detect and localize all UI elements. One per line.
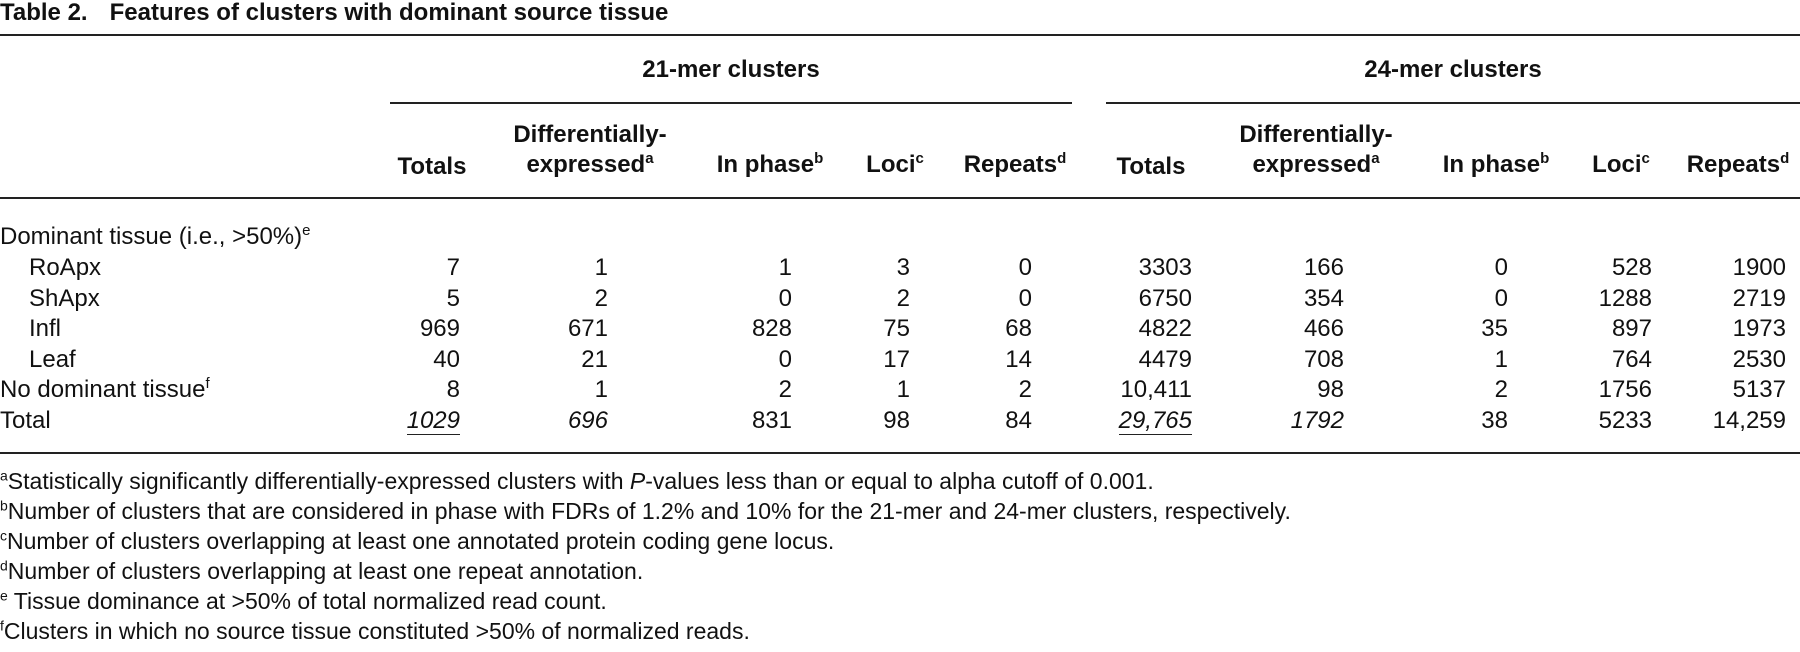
col-repeats-24: Repeats$^d$	[1686, 150, 1790, 178]
cell-inphase-21: 1	[778, 254, 792, 281]
cell-diff-21: 696	[567, 406, 608, 434]
cell-loci-24: 1756	[1598, 376, 1652, 403]
cell-inphase-21: 0	[778, 345, 792, 373]
cell-totals-21: 1029	[406, 406, 460, 434]
cell-diff-24: 166	[1303, 254, 1344, 281]
col-inphase-24: In phase$^b$	[1442, 150, 1550, 178]
col-diff-expressed-21: Differentially- expressed$^a$	[513, 121, 667, 178]
cell-repeats-21: 84	[1005, 406, 1032, 434]
bottom-rule	[0, 452, 1800, 454]
cell-totals-24: 10,411	[1120, 376, 1192, 403]
group-header-24mer: 24-mer clusters	[1364, 56, 1542, 83]
row-label: Leaf	[29, 345, 76, 373]
group-rule-21mer	[390, 102, 1072, 104]
group-rule-24mer	[1106, 102, 1800, 104]
cell-diff-21: 1	[594, 376, 608, 403]
footnote-d: $^d$Number of clusters overlapping at least one repeat annotation.	[0, 557, 644, 584]
cell-inphase-21: 831	[751, 406, 792, 434]
cell-totals-21: 7	[446, 254, 460, 281]
cell-loci-21: 1	[896, 376, 910, 403]
cell-inphase-21: 0	[778, 284, 792, 312]
top-rule	[0, 34, 1800, 36]
cell-repeats-21: 14	[1005, 345, 1032, 373]
header-rule	[0, 197, 1800, 199]
col-repeats-21: Repeats$^d$	[963, 150, 1067, 178]
cell-inphase-24: 0	[1494, 284, 1508, 312]
table-label: Table 2.	[0, 0, 88, 26]
col-loci-24: Loci$^c$	[1592, 150, 1650, 178]
cell-repeats-24: 5137	[1732, 376, 1786, 403]
cell-diff-24: 1792	[1290, 406, 1344, 434]
cell-repeats-21: 68	[1005, 315, 1032, 342]
cell-repeats-21: 2	[1018, 376, 1032, 403]
cell-diff-24: 466	[1303, 315, 1344, 342]
row-label: Total	[0, 406, 51, 434]
footnote-a: $^a$Statistically significantly differentially-expressed clusters with P-values less than or equal to alpha cutoff of 0.001.	[0, 467, 1154, 494]
col-inphase-21: In phase$^b$	[716, 150, 824, 178]
table-caption	[0, 0, 668, 26]
cell-inphase-21: 2	[778, 376, 792, 403]
footnote-e: $^e$ Tissue dominance at >50% of total normalized read count.	[0, 587, 607, 614]
footnote-b: $^b$Number of clusters that are considered in phase with FDRs of 1.2% and 10% for the 21-mer and 24-mer clusters, respectively.	[0, 497, 1291, 524]
cell-repeats-24: 2719	[1732, 284, 1786, 312]
group-header-21mer: 21-mer clusters	[642, 56, 820, 83]
col-loci-21: Loci$^c$	[866, 150, 924, 178]
row-label: No dominant tissue$^f$	[0, 375, 210, 403]
cell-diff-24: 708	[1303, 345, 1344, 373]
col-totals-21: Totals	[397, 153, 467, 180]
col-diff-expressed-24: Differentially- expressed$^a$	[1239, 121, 1393, 178]
cell-inphase-24: 38	[1481, 406, 1508, 434]
cell-totals-24: 4479	[1138, 345, 1192, 373]
cell-repeats-24: 14,259	[1712, 406, 1786, 434]
cell-repeats-21: 0	[1018, 284, 1032, 312]
row-label: Infl	[29, 315, 62, 342]
table-title: Features of clusters with dominant source tissue	[109, 0, 669, 26]
cell-inphase-24: 0	[1494, 254, 1508, 281]
row-label: RoApx	[29, 254, 102, 281]
cell-totals-24: 3303	[1138, 254, 1192, 281]
cell-inphase-24: 35	[1481, 315, 1508, 342]
cell-totals-21: 8	[446, 376, 460, 403]
cell-totals-21: 40	[433, 345, 460, 373]
cell-diff-21: 671	[567, 315, 608, 342]
cell-loci-24: 764	[1611, 345, 1652, 373]
cell-inphase-21: 828	[751, 315, 792, 342]
cell-totals-21: 5	[446, 284, 460, 312]
cell-loci-21: 75	[883, 315, 910, 342]
cell-totals-24: 4822	[1138, 315, 1192, 342]
cell-loci-21: 98	[883, 406, 910, 434]
col-totals-24: Totals	[1116, 153, 1186, 180]
cell-diff-24: 354	[1303, 284, 1344, 312]
section-label: Dominant tissue (i.e., >50%)$^e$	[0, 222, 311, 250]
footnote-c: $^c$Number of clusters overlapping at least one annotated protein coding gene locus.	[0, 527, 835, 554]
cell-diff-21: 1	[594, 254, 608, 281]
cell-loci-21: 3	[896, 254, 910, 281]
cell-repeats-24: 2530	[1732, 345, 1786, 373]
cell-loci-24: 5233	[1598, 406, 1652, 434]
cell-inphase-24: 2	[1494, 376, 1508, 403]
cell-diff-21: 2	[594, 284, 608, 312]
cell-totals-24: 29,765	[1118, 406, 1192, 434]
cell-diff-21: 21	[581, 345, 608, 373]
row-label: ShApx	[29, 284, 100, 312]
cell-totals-21: 969	[419, 315, 460, 342]
cell-totals-24: 6750	[1138, 284, 1192, 312]
footnote-f: $^f$Clusters in which no source tissue constituted >50% of normalized reads.	[0, 617, 750, 644]
cell-loci-21: 2	[896, 284, 910, 312]
cell-loci-24: 528	[1611, 254, 1652, 281]
cell-loci-21: 17	[883, 345, 910, 373]
cell-repeats-24: 1900	[1732, 254, 1786, 281]
cell-repeats-21: 0	[1018, 254, 1032, 281]
cell-loci-24: 1288	[1598, 284, 1652, 312]
cell-diff-24: 98	[1317, 376, 1344, 403]
cell-repeats-24: 1973	[1732, 315, 1786, 342]
cell-loci-24: 897	[1611, 315, 1652, 342]
cell-inphase-24: 1	[1494, 345, 1508, 373]
